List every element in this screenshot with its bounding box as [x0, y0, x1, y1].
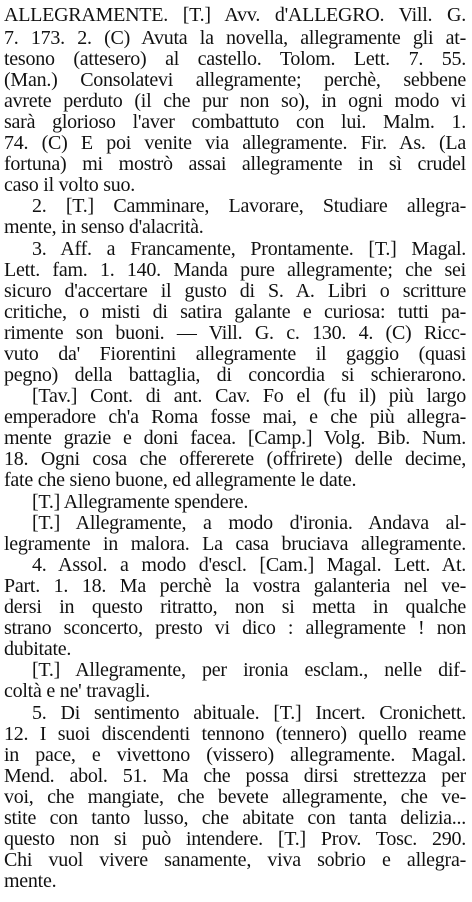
entry-line: mente grazie e doni facea. [Camp.] Volg. Bib. Num. — [4, 427, 466, 449]
entry-line: 12. I suoi discendenti tennono (tennero) quello reame — [4, 723, 466, 745]
entry-line: mente, in senso d'alacrità. — [4, 216, 204, 238]
entry-line: Mend. abol. 51. Ma che possa dirsi strettezza per — [4, 765, 466, 787]
entry-line: 18. Ogni cosa che offererete (offrirete) delle decime, — [4, 448, 466, 470]
entry-line: emperadore ch'a Roma fosse mai, e che più allegra- — [4, 406, 466, 428]
entry-line: coltà e ne' travagli. — [4, 680, 151, 702]
entry-line: avrete perduto (il che pur non so), in ogni modo vi — [4, 90, 466, 112]
sub-sense-irony: [T.] Allegramente, a modo d'ironia. Andava al- — [32, 512, 466, 534]
example-line: [T.] Allegramente spendere. — [32, 491, 249, 513]
entry-line: fate che sieno buone, ed allegramente le date. — [4, 469, 357, 491]
entry-line: mente. — [4, 870, 57, 892]
entry-line: sicuro d'accertare il gusto di S. A. Libri o scritture — [4, 280, 466, 302]
entry-line: voi, che mangiate, che bevete allegramente, che ve- — [4, 786, 466, 808]
entry-line: Chi vuol vivere sanamente, viva sobrio e allegra- — [4, 849, 466, 871]
sub-sense-exclamation: [T.] Allegramente, per ironia esclam., nelle dif- — [32, 659, 466, 681]
entry-line: [Tav.] Cont. di ant. Cav. Fo el (fu il) più largo — [32, 385, 466, 407]
entry-line: vuto da' Fiorentini allegramente il gaggio (quasi — [4, 343, 466, 365]
entry-line: sarà glorioso l'aver combattuto con lui. Malm. 1. — [4, 111, 466, 133]
entry-line: 7. 173. 2. (C) Avuta la novella, allegramente gli at- — [4, 27, 466, 49]
entry-line: legramente in malora. La casa bruciava allegramente. — [4, 533, 466, 555]
entry-line: pegno) della battaglia, di concordia si schierarono. — [4, 364, 466, 386]
entry-line: stite con tanto lusso, che abitate con tanta delizia... — [4, 807, 466, 829]
entry-line: 74. (C) E poi venite via allegramente. Fir. As. (La — [4, 132, 466, 154]
entry-line: dersi in questo ritratto, non si metta in qualche — [4, 596, 466, 618]
entry-line: Lett. fam. 1. 140. Manda pure allegramente; che sei — [4, 259, 466, 281]
sense-3-heading: 3. Aff. a Francamente, Prontamente. [T.] Magal. — [32, 238, 466, 260]
entry-line: rimente son buoni. — Vill. G. c. 130. 4. (C) Ricc- — [4, 322, 466, 344]
entry-line: (Man.) Consolatevi allegramente; perchè, sebbene — [4, 69, 466, 91]
entry-line: caso il volto suo. — [4, 174, 136, 196]
entry-line: Part. 1. 18. Ma perchè la vostra galanteria nel ve- — [4, 575, 466, 597]
entry-line: strano sconcerto, presto vi dico : allegramente ! non — [4, 617, 466, 639]
entry-line: tesono (attesero) al castello. Tolom. Lett. 7. 55. — [4, 48, 466, 70]
sense-4-heading: 4. Assol. a modo d'escl. [Cam.] Magal. Lett. At. — [32, 554, 466, 576]
entry-line: dubitate. — [4, 638, 72, 660]
entry-line: in pace, e vivettono (vissero) allegramente. Magal. — [4, 744, 466, 766]
entry-line: fortuna) mi mostrò assai allegramente in sì crudel — [4, 153, 466, 175]
sense-2-heading: 2. [T.] Camminare, Lavorare, Studiare allegra- — [32, 195, 466, 217]
entry-line: critiche, o misti di satira galante e curiosa: tutti pa- — [4, 301, 466, 323]
entry-line-headword: ALLEGRAMENTE. [T.] Avv. d'ALLEGRO. Vill. G. — [4, 4, 466, 26]
sense-5-heading: 5. Di sentimento abituale. [T.] Incert. Cronichett. — [32, 702, 466, 724]
entry-line: questo non si può intendere. [T.] Prov. Tosc. 290. — [4, 828, 466, 850]
